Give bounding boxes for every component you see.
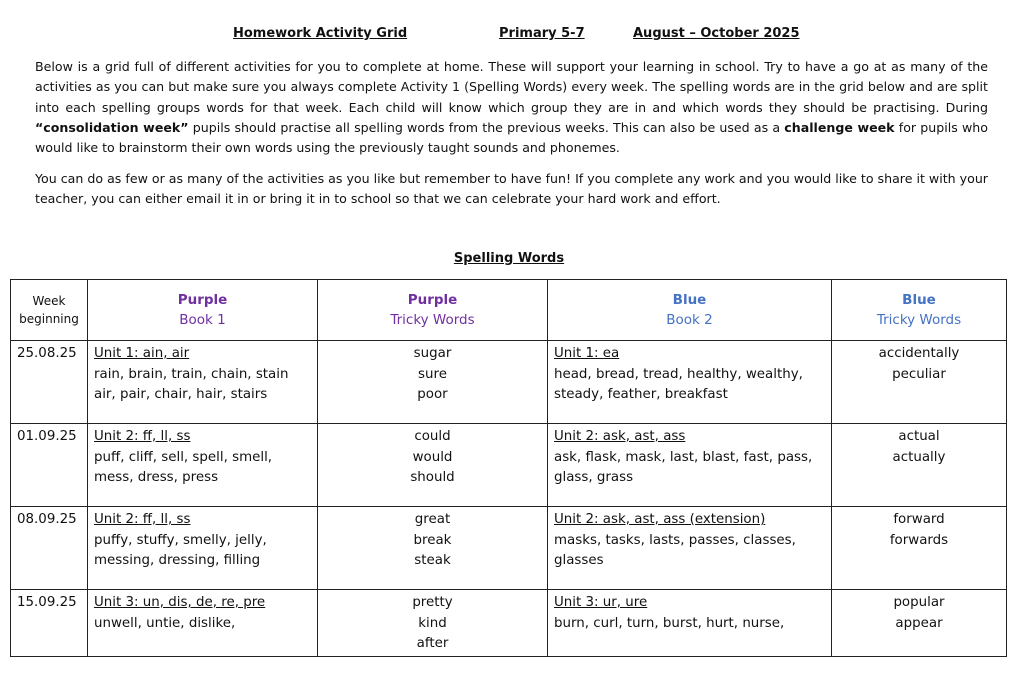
word-list-line: steady, feather, breakfast — [554, 387, 728, 402]
tricky-word: after — [416, 636, 449, 651]
tricky-word: break — [413, 532, 452, 548]
word-list-line: ask, flask, mask, last, blast, fast, pass, — [554, 449, 813, 465]
unit-heading: Unit 1: ain, air — [94, 346, 190, 361]
table-header-row — [11, 280, 1007, 341]
purple-tricky-cell — [318, 507, 548, 590]
tricky-word: sugar — [413, 346, 452, 361]
word-list-line: messing, dressing, filling — [94, 553, 261, 568]
tricky-word: sure — [418, 366, 447, 382]
header-dates: August – October 2025 — [633, 26, 800, 41]
tricky-word: should — [410, 470, 455, 485]
word-list-line: air, pair, chair, hair, stairs — [94, 387, 268, 402]
purple-tricky-cell — [318, 341, 548, 424]
week-cell: 01.09.25 — [11, 424, 88, 507]
tricky-word: steak — [414, 553, 451, 568]
week-cell: 08.09.25 — [11, 507, 88, 590]
purple-tricky-cell — [318, 424, 548, 507]
intro-paragraph-2: You can do as few or as many of the activities as you like but remember to have fun! If you complete any work and you would like to share it with your teacher, you can either email it in or bring it in to school so that we can celebrate your hard work and effort. — [35, 171, 988, 207]
tricky-word: popular — [893, 595, 945, 610]
blue-book-cell — [548, 507, 832, 590]
table-row — [11, 341, 1007, 424]
challenge-week-text: challenge week — [784, 119, 895, 135]
consolidation-week-text: “consolidation week” — [35, 119, 189, 135]
spelling-words-title: Spelling Words — [453, 251, 565, 266]
tricky-word: forwards — [889, 532, 949, 548]
blue-tricky-cell — [832, 590, 1007, 657]
blue-book-cell — [548, 341, 832, 424]
tricky-word: great — [414, 512, 451, 527]
week-cell: 25.08.25 — [11, 341, 88, 424]
tricky-word: actually — [892, 449, 946, 465]
blue-book-cell — [548, 590, 832, 657]
purple-tricky-header: Purple Tricky Words — [318, 280, 548, 341]
document-header — [0, 26, 1018, 46]
purple-tricky-cell — [318, 590, 548, 657]
tricky-word: kind — [418, 615, 447, 631]
blue-tricky-cell — [832, 424, 1007, 507]
header-title: Homework Activity Grid — [233, 26, 408, 41]
tricky-word: peculiar — [892, 366, 946, 382]
word-list-line: head, bread, tread, healthy, wealthy, — [554, 366, 803, 382]
tricky-word: appear — [895, 615, 943, 631]
tricky-word: could — [414, 429, 451, 444]
blue-tricky-cell — [832, 507, 1007, 590]
table-row — [11, 507, 1007, 590]
blue-tricky-header: Blue Tricky Words — [832, 280, 1007, 341]
purple-book-header: Purple Book 1 — [88, 280, 318, 341]
unit-heading: Unit 1: ea — [554, 346, 620, 361]
word-list-line: unwell, untie, dislike, — [94, 615, 236, 631]
intro-paragraph-1: Below is a grid full of different activities for you to complete at home. These will support your learning in school. Try to have a go at as many of the activities as you can but make sure you always complete Activity 1 (Spelling Words) every week. The spelling words are in the grid below and are split into each spelling groups words for that week. Each child will know which group they are in and which words they should be practising. During “consolidation week” pupils should practise all spelling words from the previous weeks. This can also be used as a challenge week for pupils who would like to brainstorm their own words using the previously taught sounds and phonemes. — [35, 59, 988, 156]
word-list-line: masks, tasks, lasts, passes, classes, — [554, 532, 796, 548]
tricky-word: accidentally — [878, 346, 960, 361]
week-cell: 15.09.25 — [11, 590, 88, 657]
blue-book-header: Blue Book 2 — [548, 280, 832, 341]
unit-heading: Unit 3: ur, ure — [554, 595, 648, 610]
word-list-line: rain, brain, train, chain, stain — [94, 366, 289, 382]
word-list-line: puffy, stuffy, smelly, jelly, — [94, 532, 267, 548]
unit-heading: Unit 2: ff, ll, ss — [94, 512, 191, 527]
word-list-line: mess, dress, press — [94, 470, 219, 485]
purple-book-cell — [88, 424, 318, 507]
blue-book-cell — [548, 424, 832, 507]
word-list-line: burn, curl, turn, burst, hurt, nurse, — [554, 615, 785, 631]
unit-heading: Unit 2: ask, ast, ass (extension) — [554, 512, 766, 527]
unit-heading: Unit 3: un, dis, de, re, pre — [94, 595, 266, 610]
tricky-word: forward — [893, 512, 945, 527]
purple-book-cell — [88, 341, 318, 424]
unit-heading: Unit 2: ff, ll, ss — [94, 429, 191, 444]
week-beginning-header: Week beginning — [11, 280, 88, 341]
blue-tricky-cell — [832, 341, 1007, 424]
purple-book-cell — [88, 590, 318, 657]
word-list-line: glasses — [554, 553, 604, 568]
table-row — [11, 424, 1007, 507]
tricky-word: poor — [417, 387, 448, 402]
tricky-word: pretty — [412, 595, 453, 610]
tricky-word: actual — [898, 429, 940, 444]
header-level: Primary 5-7 — [499, 26, 585, 41]
table-row — [11, 590, 1007, 657]
word-list-line: puff, cliff, sell, spell, smell, — [94, 449, 273, 465]
purple-book-cell — [88, 507, 318, 590]
tricky-word: would — [412, 449, 453, 465]
word-list-line: glass, grass — [554, 470, 634, 485]
unit-heading: Unit 2: ask, ast, ass — [554, 429, 686, 444]
spelling-table — [10, 279, 1007, 657]
